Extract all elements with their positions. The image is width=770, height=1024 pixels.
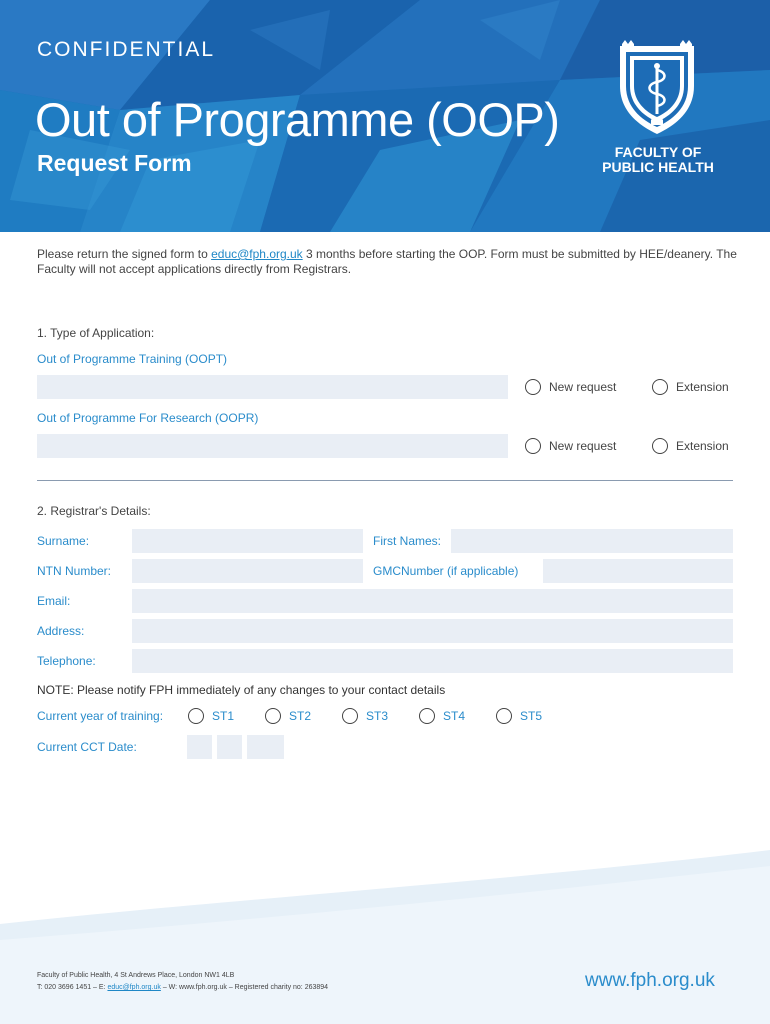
intro-text-before: Please return the signed form to	[37, 247, 212, 261]
oopt-field[interactable]	[37, 375, 508, 399]
surname-label: Surname:	[37, 534, 90, 548]
oopt-label: Out of Programme Training (OOPT)	[37, 352, 228, 366]
gmc-number-field[interactable]	[543, 559, 733, 583]
address-label: Address:	[37, 624, 85, 638]
oopr-label: Out of Programme For Research (OOPR)	[37, 411, 259, 425]
intro-text-after: 3 months before starting the OOP. Form must be submitted by HEE/deanery. The Faculty will not accept applications directly from Registrars.	[37, 247, 737, 276]
header-banner	[0, 0, 770, 232]
oopt-new-request-radio[interactable]	[525, 379, 616, 395]
section-1-heading: 1. Type of Application:	[37, 326, 155, 340]
page-subtitle: Request Form	[37, 150, 192, 176]
oopr-extension-radio[interactable]	[652, 438, 729, 454]
radio-circle-icon	[652, 379, 668, 395]
first-names-label: First Names:	[373, 534, 442, 548]
radio-circle-icon	[525, 379, 541, 395]
training-year-st1-radio[interactable]	[188, 708, 234, 724]
radio-circle-icon	[525, 438, 541, 454]
page-title: Out of Programme (OOP)	[35, 93, 560, 146]
radio-circle-icon	[265, 708, 281, 724]
training-year-label: Current year of training:	[37, 709, 164, 723]
section-divider	[37, 480, 733, 481]
oopt-extension-radio[interactable]	[652, 379, 729, 395]
first-names-field[interactable]	[451, 529, 733, 553]
fph-crest-icon	[614, 40, 700, 136]
cct-month-field[interactable]	[217, 735, 242, 759]
footer-address-line: Faculty of Public Health, 4 St Andrews Place, London NW1 4LB	[37, 972, 235, 979]
footer-wave-background	[0, 840, 770, 1024]
footer-email-link[interactable]: educ@fph.org.uk	[107, 984, 161, 991]
address-field[interactable]	[132, 619, 733, 643]
organization-name	[593, 145, 723, 175]
training-year-st5-radio[interactable]	[496, 708, 542, 724]
organization-name-line2: PUBLIC HEALTH	[602, 159, 714, 175]
gmc-number-label: GMCNumber (if applicable)	[373, 564, 519, 578]
oopr-new-request-radio[interactable]	[525, 438, 616, 454]
radio-circle-icon	[342, 708, 358, 724]
contact-change-note: NOTE: Please notify FPH immediately of any changes to your contact details	[37, 683, 446, 697]
footer-contact-suffix: – W: www.fph.org.uk – Registered charity no: 263894	[160, 984, 329, 991]
training-year-st2-radio[interactable]	[265, 708, 311, 724]
footer-website-link[interactable]: www.fph.org.uk	[585, 970, 715, 991]
surname-field[interactable]	[132, 529, 363, 553]
training-year-st3-radio[interactable]	[342, 708, 388, 724]
cct-year-field[interactable]	[247, 735, 284, 759]
radio-circle-icon	[188, 708, 204, 724]
training-year-st3-label: ST3	[366, 709, 389, 723]
radio-circle-icon	[652, 438, 668, 454]
oopt-extension-label: Extension	[676, 380, 729, 394]
training-year-st1-label: ST1	[212, 709, 235, 723]
ntn-number-label: NTN Number:	[37, 564, 112, 578]
cct-date-label: Current CCT Date:	[37, 740, 137, 754]
footer-contact-line	[37, 982, 328, 994]
oopr-extension-label: Extension	[676, 439, 729, 453]
ntn-number-field[interactable]	[132, 559, 363, 583]
training-year-st4-radio[interactable]	[419, 708, 465, 724]
footer-contact-prefix: T: 020 3696 1451 – E:	[37, 984, 108, 991]
oopr-new-request-label: New request	[549, 439, 617, 453]
intro-email-link[interactable]: educ@fph.org.uk	[211, 247, 303, 261]
footer-address	[37, 970, 328, 994]
oopr-field[interactable]	[37, 434, 508, 458]
radio-circle-icon	[496, 708, 512, 724]
radio-circle-icon	[419, 708, 435, 724]
training-year-st5-label: ST5	[520, 709, 543, 723]
telephone-label: Telephone:	[37, 654, 96, 668]
intro-paragraph	[37, 247, 737, 277]
email-label: Email:	[37, 594, 71, 608]
section-2-heading: 2. Registrar's Details:	[37, 504, 151, 518]
training-year-st2-label: ST2	[289, 709, 312, 723]
organization-name-line1: FACULTY OF	[614, 144, 702, 160]
confidential-label: CONFIDENTIAL	[37, 38, 216, 61]
telephone-field[interactable]	[132, 649, 733, 673]
cct-day-field[interactable]	[187, 735, 212, 759]
oopt-new-request-label: New request	[549, 380, 617, 394]
email-field[interactable]	[132, 589, 733, 613]
training-year-st4-label: ST4	[443, 709, 466, 723]
